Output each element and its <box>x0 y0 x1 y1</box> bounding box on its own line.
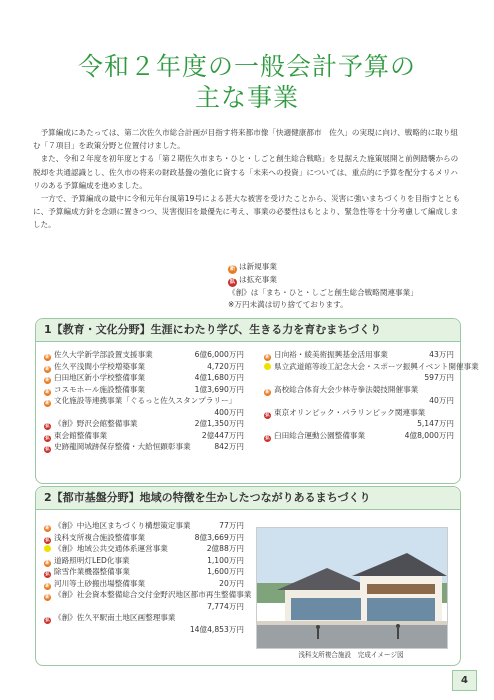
illustration-caption: 浅科支所複合施設 完成イメージ図 <box>298 651 404 659</box>
page-title-line1: 令和２年度の一般会計予算の <box>77 52 416 81</box>
legend-sousei: 《創》は「まち・ひと・しごと創生総合戦略関連事業」 <box>228 288 418 297</box>
project-name: コスモホール施設整備事業 <box>54 384 145 394</box>
ext-mark-icon: 拡 <box>265 412 270 418</box>
project-name: 日向裕・綾美術振興基金活用事業 <box>274 350 388 359</box>
project-amount: 43万円 <box>429 350 454 359</box>
project-item <box>44 407 244 419</box>
project-name: 東京オリンピック・パラリンピック関連事業 <box>274 407 426 417</box>
intro-paragraph: また、令和２年度を初年度とする「第２期佐久市まち・ひと・しごと創生総合戦略」を見据えた施策展開と前例踏襲からの脱却を共通認識とし、佐久市の将来の財政基盤の強化に資する「未来への投資」については、重点的に予算を配分するメリハリのある予算編成を進めました。 <box>33 154 459 190</box>
new-mark-icon: 新 <box>45 560 50 566</box>
ext-mark-icon: 拡 <box>45 447 50 452</box>
project-amount: 1,100万円 <box>207 555 244 565</box>
project-item <box>44 543 244 555</box>
project-amount: 77万円 <box>219 521 244 530</box>
section-urban-infrastructure <box>35 486 461 666</box>
project-item <box>264 384 454 396</box>
project-item <box>44 349 244 361</box>
project-name: 河川等土砂搬出場整備事業 <box>54 578 146 588</box>
project-item <box>44 441 244 453</box>
page-title-line2: 主な事業 <box>194 83 299 112</box>
project-amount: 8億3,669万円 <box>194 532 244 542</box>
project-item <box>44 589 252 601</box>
project-item <box>264 430 454 442</box>
project-name: 《創》野沢会館整備事業 <box>54 419 138 428</box>
new-mark-icon: 新 <box>45 378 50 383</box>
new-mark-icon: 新 <box>45 366 50 372</box>
project-name: 東会館整備事業 <box>54 430 108 440</box>
project-item <box>44 361 244 373</box>
legend-note: ※万円未満は切り捨てております。 <box>228 299 348 309</box>
project-item <box>44 612 244 624</box>
project-list-left <box>44 520 252 635</box>
new-mark-icon: 新 <box>265 389 270 395</box>
project-name: 《創》中込地区まちづくり構想策定事業 <box>54 521 191 530</box>
project-amount: 14億4,853万円 <box>189 624 244 634</box>
project-item <box>44 566 244 578</box>
project-amount: 7,774万円 <box>207 601 244 611</box>
project-amount: 597万円 <box>424 373 454 382</box>
project-item <box>44 624 244 636</box>
section-header: 2【都市基盤分野】地域の特徴を生かしたつながりあるまちづくり <box>36 487 460 510</box>
project-item <box>264 407 454 419</box>
new-mark-icon: 新 <box>45 389 50 395</box>
bullet-dot-icon <box>264 363 271 370</box>
project-amount: 1,600万円 <box>207 567 244 576</box>
project-name: 佐久大学新学部設置支援事業 <box>54 350 153 359</box>
ext-mark-icon: 拡 <box>229 279 236 285</box>
project-item <box>44 372 244 384</box>
intro-paragraph: 一方で、予算編成の最中に令和元年台風第19号による甚大な被害を受けたことから、災害に強いまちづくりを目指すとともに、予算編成方針を念頭に置きつつ、災害復旧を最優先に考え、事業の必要性はもとより、緊急性等を十分考慮して編成しました。 <box>33 194 461 230</box>
project-amount: 40万円 <box>429 396 454 405</box>
project-item <box>264 361 479 373</box>
project-item <box>44 520 244 532</box>
project-name: 臼田総合運動公園整備事業 <box>274 430 366 440</box>
legend <box>228 261 418 310</box>
ext-mark-icon: 拡 <box>45 435 50 441</box>
project-name: 文化施設等連携事業「ぐるっと佐久スタンプラリー」 <box>54 396 237 405</box>
project-name: 史跡龍岡城跡保存整備・大給恒顕彰事業 <box>54 442 191 451</box>
project-item <box>264 418 454 430</box>
project-item <box>264 372 454 384</box>
project-name: 浅科支所複合施設整備事業 <box>54 532 146 542</box>
ext-mark-icon: 拡 <box>45 424 50 429</box>
section-header: 1【教育・文化分野】生涯にわたり学び、生きる力を育むまちづくり <box>36 319 460 342</box>
project-name: 《創》社会資本整備総合交付金野沢地区都市再生整備事業 <box>54 590 252 599</box>
project-name: 道路照明灯LED化事業 <box>54 555 130 565</box>
project-amount: 4億8,000万円 <box>404 430 454 440</box>
project-amount: 2億1,350万円 <box>194 419 244 428</box>
page-number: 4 <box>452 670 477 691</box>
new-mark-icon: 新 <box>229 266 236 272</box>
project-amount: 842万円 <box>214 442 244 451</box>
project-amount: 2億88万円 <box>206 544 244 553</box>
bullet-dot-icon <box>44 545 51 552</box>
project-amount: 400万円 <box>214 407 244 417</box>
project-name: 佐久平浅間小学校増築事業 <box>54 361 146 371</box>
building-illustration <box>256 527 448 649</box>
project-item <box>44 395 244 407</box>
legend-new-label: は新規事業 <box>239 262 277 271</box>
project-item <box>44 555 244 567</box>
project-amount: 1億3,690万円 <box>194 384 244 394</box>
new-mark-icon: 新 <box>45 355 50 360</box>
project-name: 高校総合体育大会少林寺拳法競技開催事業 <box>274 384 419 394</box>
section-education-culture <box>35 318 479 484</box>
project-item <box>44 430 244 442</box>
project-name: 県立武道館等竣工記念大会・スポーツ振興イベント開催事業 <box>274 361 479 371</box>
project-amount: 6億6,000万円 <box>194 350 244 359</box>
project-item <box>44 384 244 396</box>
ext-mark-icon: 拡 <box>265 435 270 441</box>
new-mark-icon: 新 <box>265 355 270 360</box>
legend-ext-label: は拡充事業 <box>239 275 277 284</box>
intro-paragraph: 予算編成にあたっては、第二次佐久市総合計画が目指す将来都市像「快適健康都市 佐久」の実現に向け、戦略的に取り組む「７項目」を政策分野と位置付けました。 <box>33 128 458 151</box>
project-list-right <box>264 349 479 441</box>
project-item <box>264 395 454 407</box>
intro-text <box>33 126 461 232</box>
ext-mark-icon: 拡 <box>45 537 50 543</box>
project-amount: 5,147万円 <box>417 419 454 428</box>
project-amount: 4億1,680万円 <box>194 373 244 382</box>
project-item <box>44 418 244 430</box>
project-name: 《創》佐久平駅南土地区画整理事業 <box>54 613 176 622</box>
new-mark-icon: 新 <box>45 526 50 531</box>
project-name: 除雪作業機器整備事業 <box>54 567 130 576</box>
project-amount: 20万円 <box>219 578 244 588</box>
ext-mark-icon: 拡 <box>45 618 50 623</box>
project-list-left <box>44 349 244 453</box>
project-item <box>44 532 244 544</box>
new-mark-icon: 新 <box>45 583 50 589</box>
project-amount: 4,720万円 <box>207 361 244 371</box>
new-mark-icon: 新 <box>45 401 50 406</box>
project-item <box>264 349 454 361</box>
project-amount: 2億447万円 <box>201 430 244 440</box>
project-item <box>44 601 244 613</box>
ext-mark-icon: 拡 <box>45 572 50 577</box>
project-name: 臼田地区新小学校整備事業 <box>54 373 146 382</box>
project-item <box>44 578 244 590</box>
project-name: 《創》地域公共交通体系運営事業 <box>54 544 168 553</box>
new-mark-icon: 新 <box>45 595 50 600</box>
